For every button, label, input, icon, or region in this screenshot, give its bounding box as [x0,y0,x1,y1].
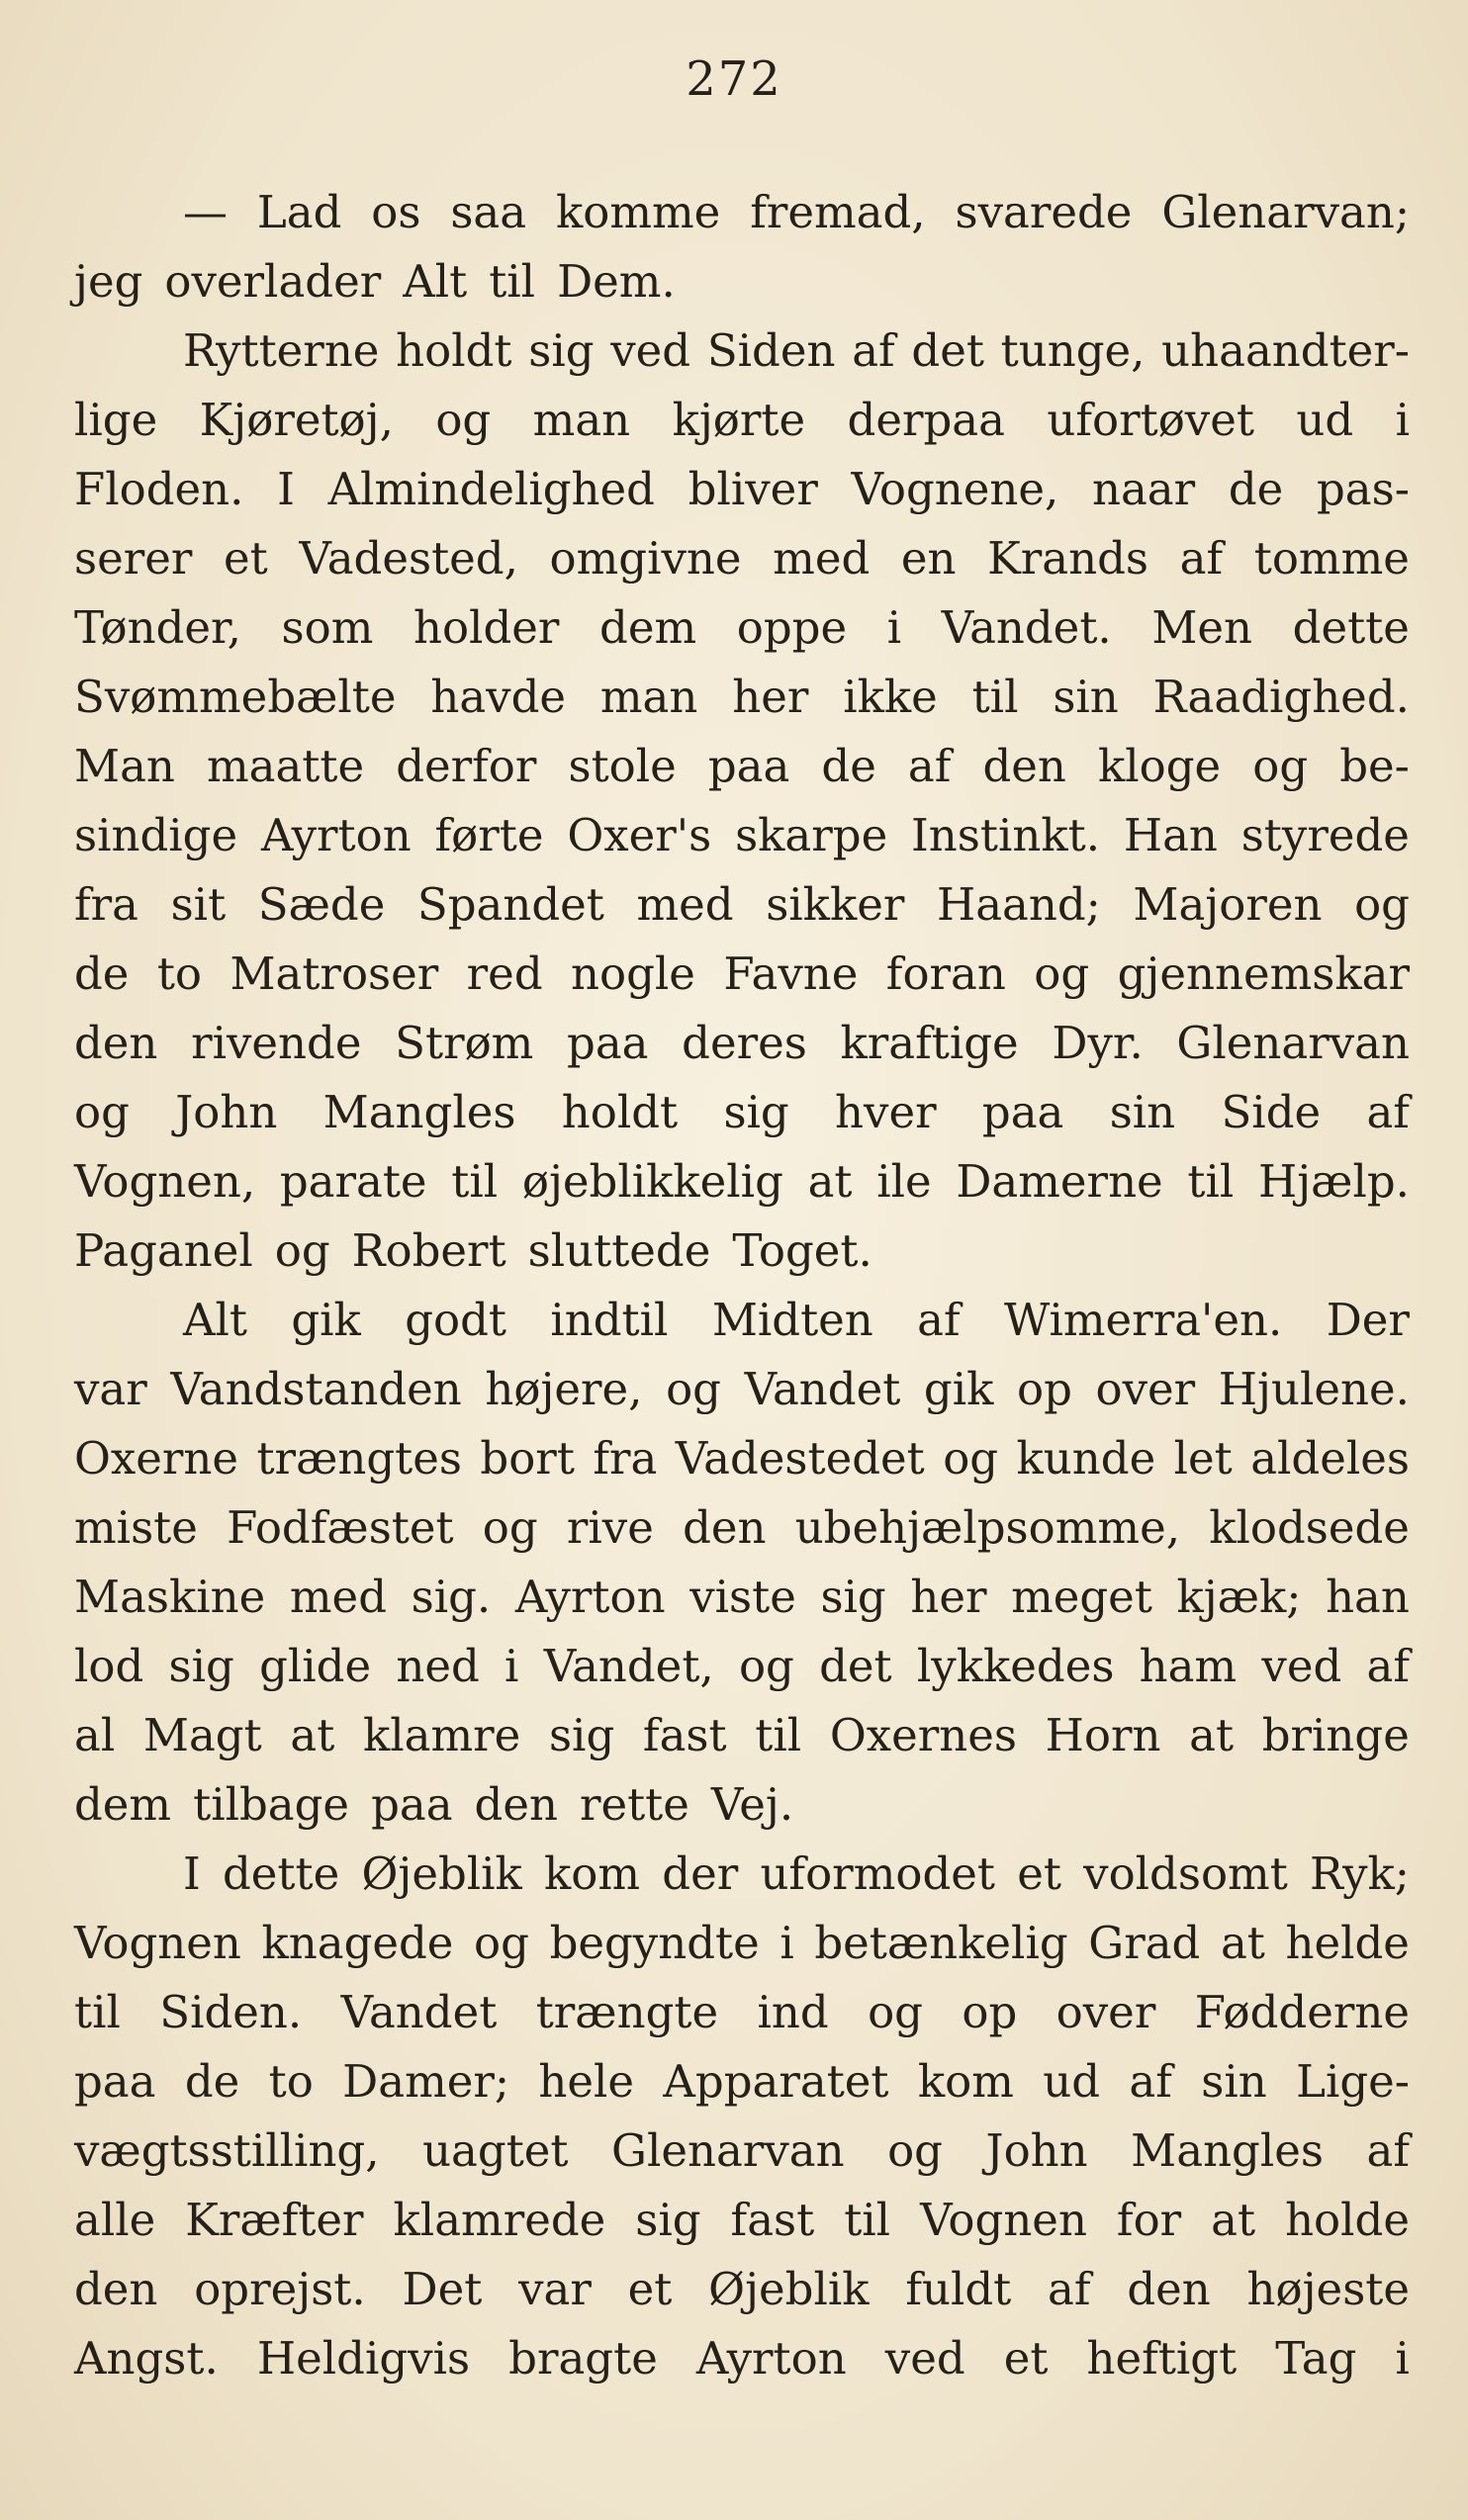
text-line: den oprejst. Det var et Øjeblik fuldt af den højeste [74,2263,1410,2315]
text-line: Paganel og Robert sluttede Toget. [74,1224,872,1277]
page-number: 272 [686,51,782,107]
text-line: Tønder, som holder dem oppe i Vandet. Men dette [74,601,1410,654]
text-line: sindige Ayrton førte Oxer's skarpe Instinkt. Han styrede [74,809,1410,861]
text-line: lod sig glide ned i Vandet, og det lykkedes ham ved af [74,1640,1410,1692]
text-line: den rivende Strøm paa deres kraftige Dyr. Glenarvan [74,1017,1410,1069]
text-line: al Magt at klamre sig fast til Oxernes Horn at bringe [74,1709,1410,1761]
text-line: Oxerne trængtes bort fra Vadestedet og kunde let aldeles [74,1432,1410,1485]
text-line: jeg overlader Alt til Dem. [74,255,676,308]
text-line: — Lad os saa komme fremad, svarede Glenarvan; [183,186,1410,238]
text-line: vægtsstilling, uagtet Glenarvan og John Mangles af [74,2124,1410,2177]
text-line: Vognen, parate til øjeblikkelig at ile Damerne til Hjælp. [74,1155,1410,1208]
body-text [74,178,1410,2393]
text-line: Floden. I Almindelighed bliver Vognene, naar de pas- [74,463,1410,515]
text-line: Svømmebælte havde man her ikke til sin Raadighed. [74,671,1410,723]
text-line: Man maatte derfor stole paa de af den kloge og be- [74,740,1410,792]
text-line: lige Kjøretøj, og man kjørte derpaa ufortøvet ud i [74,394,1410,446]
text-line: Rytterne holdt sig ved Siden af det tunge, uhaandter- [183,324,1410,377]
text-line: til Siden. Vandet trængte ind og op over Fødderne [74,1986,1410,2038]
text-line: Alt gik godt indtil Midten af Wimerra'en. Der [183,1294,1410,1346]
text-line: serer et Vadested, omgivne med en Krands af tomme [74,532,1410,585]
text-line: fra sit Sæde Spandet med sikker Haand; Majoren og [74,878,1410,931]
text-line: Maskine med sig. Ayrton viste sig her meget kjæk; han [74,1571,1410,1623]
text-line: alle Kræfter klamrede sig fast til Vognen for at holde [74,2194,1410,2246]
text-line: var Vandstanden højere, og Vandet gik op over Hjulene. [74,1363,1410,1415]
text-line: I dette Øjeblik kom der uformodet et voldsomt Ryk; [183,1847,1410,1900]
text-line: paa de to Damer; hele Apparatet kom ud af sin Lige- [74,2055,1410,2108]
text-line: og John Mangles holdt sig hver paa sin Side af [74,1086,1410,1138]
text-line: Angst. Heldigvis bragte Ayrton ved et heftigt Tag i [74,2332,1410,2385]
text-line: Vognen knagede og begyndte i betænkelig Grad at helde [74,1917,1410,1969]
text-line: miste Fodfæstet og rive den ubehjælpsomme, klodsede [74,1501,1410,1554]
text-line: dem tilbage paa den rette Vej. [74,1778,794,1831]
text-line: de to Matroser red nogle Favne foran og gjennemskar [74,947,1410,1000]
